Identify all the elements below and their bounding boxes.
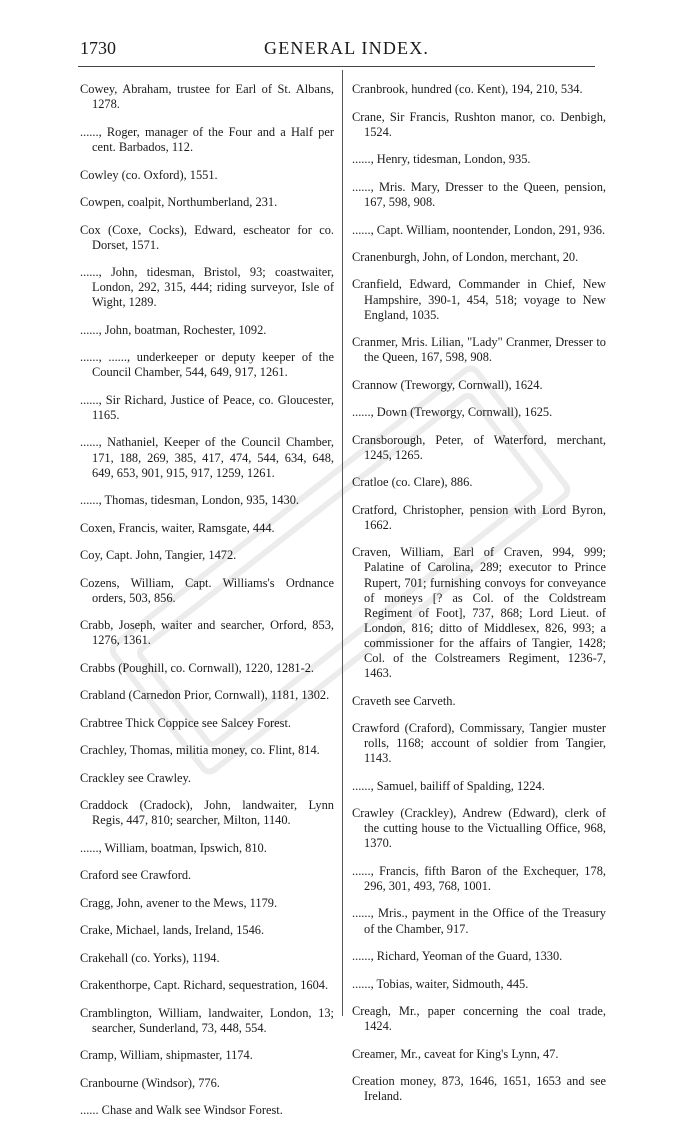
index-entry: Crabtree Thick Coppice see Salcey Forest. (80, 715, 292, 730)
index-entry: Cratloe (co. Clare), 886. (352, 475, 473, 490)
index-entry: Cransborough, Peter, of Waterford, merchant, 1245, 1265. (352, 432, 606, 462)
index-entry: Creagh, Mr., paper concerning the coal trade, 1424. (352, 1004, 606, 1034)
index-entry: Cranenburgh, John, of London, merchant, 20. (352, 250, 579, 264)
index-entry: Cox (Coxe, Cocks), Edward, escheator for co. Dorset, 1571. (80, 222, 334, 252)
index-entry: ......, ......, underkeeper or deputy keeper of the Council Chamber, 544, 649, 917, 1261. (80, 350, 334, 380)
index-entry: Cozens, William, Capt. Williams's Ordnance orders, 503, 856. (80, 575, 334, 605)
index-entry: ......, Richard, Yeoman of the Guard, 1330. (352, 949, 563, 964)
index-entry: Crackley see Crawley. (80, 770, 192, 785)
index-entry: Cramp, William, shipmaster, 1174. (80, 1048, 253, 1063)
index-entry: Cowpen, coalpit, Northumberland, 231. (80, 195, 278, 210)
index-column-right (352, 70, 606, 1107)
index-entry: Craford see Crawford. (80, 868, 192, 883)
index-entry: ......, Roger, manager of the Four and a Half per cent. Barbados, 112. (80, 124, 334, 155)
index-entry: Crane, Sir Francis, Rushton manor, co. Denbigh, 1524. (352, 109, 606, 139)
index-entry: ......, Samuel, bailiff of Spalding, 1224. (352, 778, 545, 793)
header-rule (78, 66, 595, 67)
index-entry: Cranmer, Mris. Lilian, "Lady" Cranmer, Dresser to the Queen, 167, 598, 908. (352, 335, 606, 365)
index-entry: Craveth see Carveth. (352, 693, 456, 708)
index-entry: ......, Down (Treworgy, Cornwall), 1625. (352, 405, 553, 420)
index-entry: ......, William, boatman, Ipswich, 810. (80, 840, 267, 855)
index-entry: Crachley, Thomas, militia money, co. Flint, 814. (80, 743, 320, 758)
index-column-left (80, 70, 334, 1121)
index-entry: Cragg, John, avener to the Mews, 1179. (80, 895, 278, 910)
index-entry: Crabland (Carnedon Prior, Cornwall), 1181, 1302. (80, 688, 330, 703)
index-entry: ......, Mris., payment in the Office of the Treasury of the Chamber, 917. (352, 906, 606, 936)
index-entry: Cranbrook, hundred (co. Kent), 194, 210, 534. (352, 82, 583, 97)
index-entry: ......, Francis, fifth Baron of the Exchequer, 178, 296, 301, 493, 768, 1001. (352, 863, 606, 893)
index-entry: Cowley (co. Oxford), 1551. (80, 167, 218, 182)
index-entry: ......, Sir Richard, Justice of Peace, co. Gloucester, 1165. (80, 392, 334, 422)
index-entry: Crawley (Crackley), Andrew (Edward), clerk of the cutting house to the Victualling Office, 968, 1370. (352, 806, 606, 851)
index-entry: Crawford (Craford), Commissary, Tangier muster rolls, 1168; account of soldier from Tangier, 1143. (352, 721, 606, 766)
index-entry: Craddock (Cradock), John, landwaiter, Lynn Regis, 447, 810; searcher, Milton, 1140. (80, 798, 334, 828)
index-entry: Coy, Capt. John, Tangier, 1472. (80, 548, 237, 563)
index-entry: ......, John, boatman, Rochester, 1092. (80, 322, 267, 337)
index-entry: ......, Tobias, waiter, Sidmouth, 445. (352, 976, 529, 991)
index-entry: Cranbourne (Windsor), 776. (80, 1075, 220, 1090)
index-entry: Crannow (Treworgy, Cornwall), 1624. (352, 377, 543, 392)
index-entry: Crabb, Joseph, waiter and searcher, Orford, 853, 1276, 1361. (80, 618, 334, 648)
index-entry: ......, Henry, tidesman, London, 935. (352, 152, 531, 167)
index-entry: ......, Thomas, tidesman, London, 935, 1430. (80, 493, 300, 508)
index-entry: Crabbs (Poughill, co. Cornwall), 1220, 1281-2. (80, 660, 315, 675)
index-entry: Creation money, 873, 1646, 1651, 1653 and see Ireland. (352, 1074, 606, 1104)
index-entry: ......, Mris. Mary, Dresser to the Queen, pension, 167, 598, 908. (352, 179, 606, 210)
index-entry: Cramblington, William, landwaiter, London, 13; searcher, Sunderland, 73, 448, 554. (80, 1005, 334, 1035)
index-entry: ...... Chase and Walk see Windsor Forest. (80, 1103, 283, 1118)
index-entry: Creamer, Mr., caveat for King's Lynn, 47. (352, 1046, 559, 1061)
index-entry: ......, Capt. William, noontender, London, 291, 936. (352, 222, 606, 237)
running-head: GENERAL INDEX. (264, 38, 430, 58)
index-entry: ......, Nathaniel, Keeper of the Council Chamber, 171, 188, 269, 385, 417, 474, 544, 634, 648, 649, 653, 901, 915, 917, 1259, 1261. (80, 435, 334, 480)
index-entry: Crakenthorpe, Capt. Richard, sequestration, 1604. (80, 978, 329, 993)
index-entry: ......, John, tidesman, Bristol, 93; coastwaiter, London, 292, 315, 444; riding surveyor, Isle of Wight, 1289. (80, 265, 334, 310)
index-entry: Cranfield, Edward, Commander in Chief, New Hampshire, 390-1, 454, 518; voyage to New England, 1035. (352, 277, 606, 322)
index-entry: Cowey, Abraham, trustee for Earl of St. Albans, 1278. (80, 82, 334, 112)
index-entry: Crake, Michael, lands, Ireland, 1546. (80, 923, 265, 938)
index-entry: Coxen, Francis, waiter, Ramsgate, 444. (80, 520, 275, 535)
index-entry: Craven, William, Earl of Craven, 994, 999; Palatine of Carolina, 289; executor to Prince Rupert, 701; furnishing convoys for conveyance of moneys [? as Col. of the Coldstream Regiment of Foot], 737, 868; Lord Lieut. of London, 816; ditto of Middlesex, 826, 993; a commissioner for the affairs of Tangier, 1428; Col. of the Colstreamers Regiment, 1236-7, 1463. (352, 545, 606, 681)
index-entry: Cratford, Christopher, pension with Lord Byron, 1662. (352, 502, 606, 532)
column-divider (342, 70, 343, 1016)
page-number: 1730 (80, 38, 116, 58)
index-entry: Crakehall (co. Yorks), 1194. (80, 950, 220, 965)
